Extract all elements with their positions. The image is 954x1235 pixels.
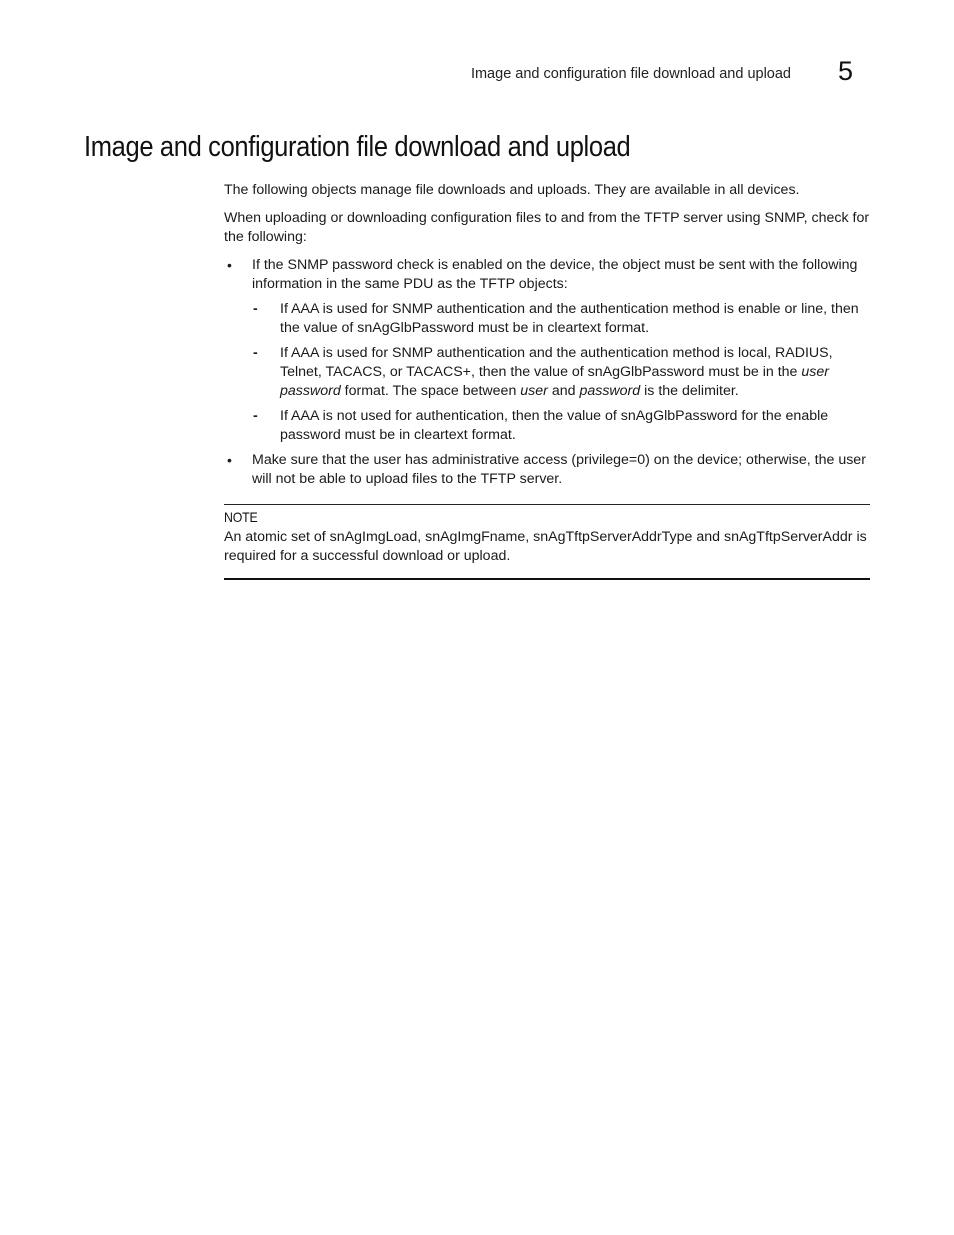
sub-list-item [252, 344, 870, 401]
dash-icon: - [253, 301, 258, 317]
list-item [224, 451, 870, 489]
sub-item-text-part: and [547, 383, 580, 399]
sub-list-item [252, 407, 870, 445]
sub-item-italic: password [579, 383, 641, 399]
bullet-icon: • [227, 257, 232, 273]
note-box [224, 504, 870, 580]
sub-list-item [252, 300, 870, 338]
chapter-number: 5 [838, 56, 854, 86]
sub-list [252, 300, 870, 445]
dash-icon: - [253, 345, 258, 361]
tftp-check-paragraph: When uploading or downloading configuration files to and from the TFTP server using SNMP, check for the following: [224, 210, 870, 245]
note-label: NOTE [224, 509, 258, 525]
sub-item-text: If AAA is not used for authentication, then the value of snAgGlbPassword for the enable password must be in cleartext format. [280, 408, 829, 443]
sub-item-text-part: is the delimiter. [640, 383, 739, 399]
running-header-title: Image and configuration file download and upload [470, 66, 791, 82]
section-title: Image and configuration file download and upload [84, 131, 631, 163]
bullet-list [224, 256, 870, 489]
dash-icon: - [253, 408, 258, 424]
section-body [224, 181, 870, 580]
sub-item-text: If AAA is used for SNMP authentication and the authentication method is enable or line, then the value of snAgGlbPassword must be in cleartext format. [280, 301, 859, 336]
sub-item-italic: user [520, 383, 548, 399]
intro-paragraph: The following objects manage file downloads and uploads. They are available in all devices. [224, 182, 800, 198]
bullet-text: Make sure that the user has administrative access (privilege=0) on the device; otherwise, the user will not be able to upload files to the TFTP server. [252, 452, 866, 487]
sub-item-text-part: format. The space between [340, 383, 521, 399]
note-text: An atomic set of snAgImgLoad, snAgImgFname, snAgTftpServerAddrType and snAgTftpServerAddr is required for a successful download or upload. [224, 529, 867, 564]
bullet-text: If the SNMP password check is enabled on the device, the object must be sent with the following information in the same PDU as the TFTP objects: [252, 257, 858, 292]
list-item [224, 256, 870, 445]
running-header [0, 56, 954, 88]
bullet-icon: • [227, 452, 232, 468]
sub-item-italic: user password [280, 364, 829, 399]
sub-item-text-part: If AAA is used for SNMP authentication and the authentication method is local, RADIUS, Telnet, TACACS, or TACACS+, then the value of snAgGlbPassword must be in the [280, 345, 833, 380]
